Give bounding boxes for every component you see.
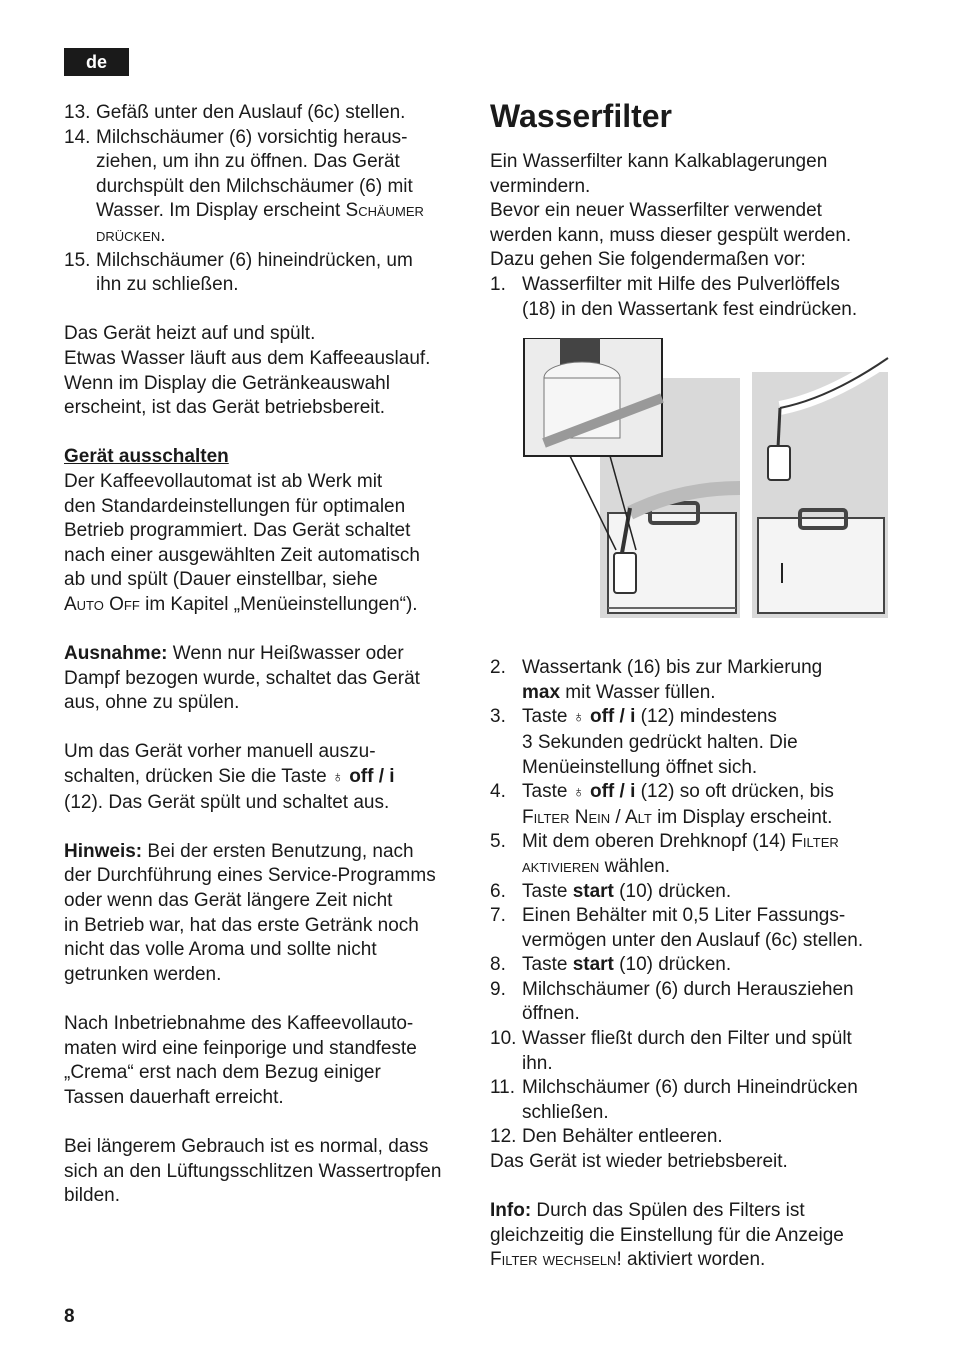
page-title: Wasserfilter <box>490 98 672 134</box>
step-number: 13. <box>64 102 91 123</box>
step-text: ziehen, um ihn zu öffnen. Das Gerät <box>96 151 400 173</box>
left-column <box>64 101 469 1209</box>
step-text: . <box>160 224 166 246</box>
rinse-icon: ♁ <box>331 769 344 787</box>
intro-paragraph: Ein Wasserfilter kann Kalkablagerungen vermindern. Bevor ein neuer Wasserfilter verwendet werden kann, muss dieser gespült werden. Dazu gehen Sie folgendermaßen vor: <box>490 151 852 271</box>
display-message: Filter wechseln! <box>490 1249 622 1271</box>
filter-illustration <box>490 338 890 628</box>
right-column <box>490 96 900 1273</box>
key-label: off / i <box>589 781 636 803</box>
page-number: 8 <box>64 1306 75 1327</box>
key-label: start <box>572 880 614 902</box>
display-message: Auto Off <box>64 593 140 615</box>
list-item: 5. Mit dem oberen Drehknopf (14) Filter aktivieren wählen. <box>490 831 839 877</box>
list-item <box>64 101 469 126</box>
list-item: 10. Wasser fließt durch den Filter und spült ihn. <box>490 1028 852 1074</box>
continued-steps <box>64 101 469 298</box>
language-tag: de <box>64 48 129 76</box>
display-message: aktivieren <box>522 855 600 877</box>
manual-off-paragraph: Um das Gerät vorher manuell auszu- schalten, drücken Sie die Taste ♁ off / i (12). Das Gerät spült und schaltet aus. <box>64 741 395 813</box>
display-message: drücken <box>96 224 161 246</box>
key-label: off / i <box>349 766 395 788</box>
step-text: Milchschäumer (6) hineindrücken, um <box>96 249 413 271</box>
section-heading: Gerät ausschalten <box>64 446 229 468</box>
step-number: 14. <box>64 126 91 148</box>
key-label: start <box>572 954 614 976</box>
info-paragraph: Info: Durch das Spülen des Filters ist gleichzeitig die Einstellung für die Anzeige Filter wechseln! aktiviert worden. <box>490 1200 844 1271</box>
step-number: 15. <box>64 249 91 271</box>
filter-insertion-image <box>490 338 890 628</box>
list-item: 7. Einen Behälter mit 0,5 Liter Fassungs- vermögen unter den Auslauf (6c) stellen. <box>490 905 864 951</box>
display-message: Filter <box>791 831 839 853</box>
rinse-icon: ♁ <box>572 784 585 802</box>
display-message: Schäumer <box>345 200 424 222</box>
exception-paragraph: Ausnahme: Wenn nur Heißwasser oder Dampf bezogen wurde, schaltet das Gerät aus, ohne zu spülen. <box>64 643 420 714</box>
step-text: Gefäß unter den Auslauf (6c) stellen. <box>96 102 406 123</box>
display-message: Filter Nein / Alt <box>522 806 652 828</box>
list-item: 3. Taste ♁ off / i (12) mindestens 3 Sekunden gedrückt halten. Die Menüeinstellung öffnet sich. <box>490 706 798 778</box>
filter-steps-a <box>490 273 900 322</box>
heat-paragraph: Das Gerät heizt auf und spült. Etwas Wasser läuft aus dem Kaffeeauslauf. Wenn im Display die Getränkeauswahl erscheint, ist das Gerät betriebsbereit. <box>64 323 431 419</box>
step-text: Wasser. Im Display erscheint <box>96 200 346 222</box>
list-item: 1. Wasserfilter mit Hilfe des Pulverlöffels (18) in den Wassertank fest eindrücken. <box>490 273 858 320</box>
rinse-icon: ♁ <box>572 709 585 727</box>
list-item: 12. Den Behälter entleeren. <box>490 1126 723 1148</box>
step-text: ihn zu schließen. <box>96 274 239 296</box>
step-text: Milchschäumer (6) vorsichtig heraus- <box>96 126 408 148</box>
key-label: off / i <box>589 706 636 728</box>
list-item: 4. Taste ♁ off / i (12) so oft drücken, bis Filter Nein / Alt im Display erscheint. <box>490 781 834 828</box>
list-item: 9. Milchschäumer (6) durch Herausziehen öffnen. <box>490 978 854 1025</box>
note-paragraph: Hinweis: Bei der ersten Benutzung, nach der Durchführung eines Service-Programms oder wenn das Gerät längere Zeit nicht in Betrieb war, hat das erste Getränk noch nicht das volle Aroma und sollte nicht getrunken werden. <box>64 840 436 985</box>
ready-text: Das Gerät ist wieder betriebsbereit. <box>490 1151 788 1173</box>
drops-paragraph: Bei längerem Gebrauch ist es normal, dass sich an den Lüftungsschlitzen Wassertropfen bilden. <box>64 1135 442 1207</box>
list-item <box>64 126 469 249</box>
off-section: Gerät ausschalten Der Kaffeevollautomat ist ab Werk mit den Standardeinstellungen für optimalen Betrieb programmiert. Das Gerät schaltet nach einer ausgewählten Zeit automatisch ab und spült (Dauer einstellbar, siehe Auto Off im Kapitel „Menüeinstellungen“). <box>64 446 420 615</box>
step-text: durchspült den Milchschäumer (6) mit <box>96 175 413 197</box>
list-item <box>64 249 469 298</box>
list-item: 8. Taste start (10) drücken. <box>490 954 732 976</box>
filter-steps-b <box>490 656 900 1150</box>
list-item: 6. Taste start (10) drücken. <box>490 880 732 902</box>
list-item: 11. Milchschäumer (6) durch Hineindrücken schließen. <box>490 1077 858 1123</box>
crema-paragraph: Nach Inbetriebnahme des Kaffeevollauto- maten wird eine feinporige und standfeste „Crema“ erst nach dem Bezug einiger Tassen dauerhaft erreicht. <box>64 1012 417 1108</box>
list-item: 2. Wassertank (16) bis zur Markierung max mit Wasser füllen. <box>490 657 823 703</box>
